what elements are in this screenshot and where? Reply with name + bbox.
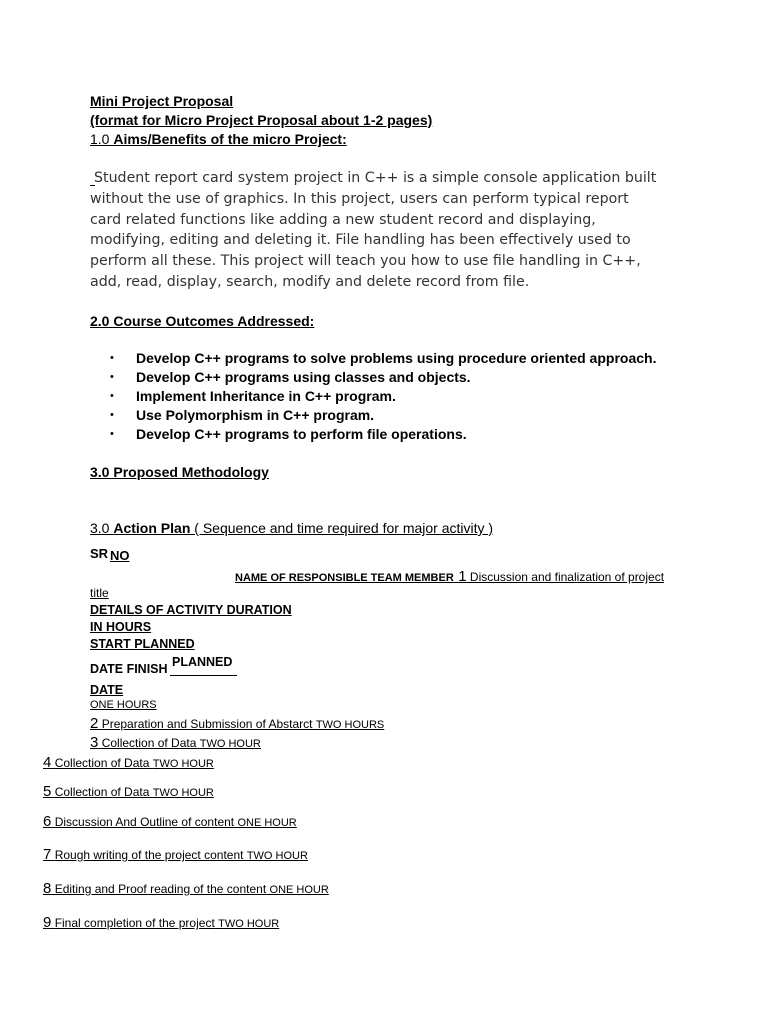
aims-line: add, read, display, search, modify and delete record from file. [90,273,530,290]
row-number: 9 [43,914,52,931]
list-item [110,387,656,406]
action-plan-number: 3.0 [90,520,114,536]
first-row-line [235,568,664,586]
planned-underline [170,675,237,676]
list-item [110,368,656,387]
outcome-text: Develop C++ programs to perform file operations. [136,426,467,442]
duration-text: TWO HOUR [199,738,261,750]
col-date: DATE [90,683,124,697]
aims-line: perform all these. This project will teach you how to use file handling in C++, [90,253,641,270]
table-row [43,754,214,771]
duration-text: TWO HOUR [246,850,308,862]
col-planned: PLANNED [172,655,233,669]
row-number: 4 [43,754,52,771]
duration-text: TWO HOUR [152,758,214,770]
row-number: 5 [43,783,52,800]
table-row [43,880,329,897]
section-2-heading: 2.0 Course Outcomes Addressed: [90,313,315,329]
row-number: 6 [43,813,52,830]
table-row [90,715,384,732]
list-item [110,425,656,444]
first-duration: ONE HOURS [90,699,157,711]
outcome-text: Develop C++ programs to solve problems using procedure oriented approach. [136,350,657,366]
list-item [110,406,656,425]
list-item [110,349,656,368]
aims-line: card related functions like adding a new student record and displaying, [90,211,596,228]
activity-text: Final completion of the project [54,916,215,930]
activity-text: Rough writing of the project content [54,848,244,862]
activity-text: Discussion And Outline of content [54,815,235,829]
col-details: DETAILS OF ACTIVITY DURATION [90,603,292,617]
action-plan-desc: ( Sequence and time required for major activity ) [190,520,494,536]
col-sr: SR [90,546,109,561]
row-number: 1 [458,568,467,585]
section-3-heading: 3.0 Proposed Methodology [90,464,269,480]
table-row [43,783,214,800]
aims-line: Student report card system project in C++ is a simple console application built [94,170,657,186]
outcome-text: Implement Inheritance in C++ program. [136,388,396,404]
col-hours: IN HOURS [90,620,152,634]
duration-text: TWO HOUR [218,918,280,930]
activity-text: Collection of Data [54,756,150,770]
table-row [43,813,297,830]
col-member: NAME OF RESPONSIBLE TEAM MEMBER [235,572,454,584]
activity-text: Preparation and Submission of Abstarct [101,717,313,731]
section-1-title: Aims/Benefits of the micro Project: [113,131,347,147]
duration-text: ONE HOUR [269,884,329,896]
aims-line: modifying, editing and deleting it. File handling has been effectively used to [90,232,631,249]
duration-text: TWO HOURS [315,719,385,731]
table-row [90,734,261,751]
section-1-heading [90,131,347,147]
row-number: 3 [90,734,99,751]
activity-text-cont: title [90,586,109,600]
action-plan-label: Action Plan [113,520,191,536]
aims-line: without the use of graphics. In this project, users can perform typical report [90,190,629,207]
bullet-icon: • [110,428,114,440]
duration-text: ONE HOUR [237,817,297,829]
row-number: 8 [43,880,52,897]
action-plan-heading [90,520,493,536]
col-start: START PLANNED [90,637,195,651]
activity-text: Collection of Data [54,785,150,799]
table-row [43,914,279,931]
aims-indent-underline [90,185,95,186]
doc-title: Mini Project Proposal [90,93,234,109]
outcome-text: Develop C++ programs using classes and objects. [136,369,471,385]
bullet-icon: • [110,390,114,402]
duration-text: TWO HOUR [152,787,214,799]
bullet-icon: • [110,409,114,421]
col-date-finish: DATE FINISH [90,662,168,676]
doc-subtitle: (format for Micro Project Proposal about 1-2 pages) [90,112,433,128]
bullet-icon: • [110,352,114,364]
col-no: NO [110,548,130,563]
table-row [43,846,308,863]
row-number: 2 [90,715,99,732]
outcome-text: Use Polymorphism in C++ program. [136,407,375,423]
aims-paragraph [90,168,690,293]
section-1-number: 1.0 [90,131,114,147]
activity-text: Editing and Proof reading of the content [54,882,267,896]
bullet-icon: • [110,371,114,383]
activity-text: Collection of Data [101,736,197,750]
outcomes-list [110,349,656,444]
row-number: 7 [43,846,52,863]
activity-text: Discussion and finalization of project [466,570,665,584]
